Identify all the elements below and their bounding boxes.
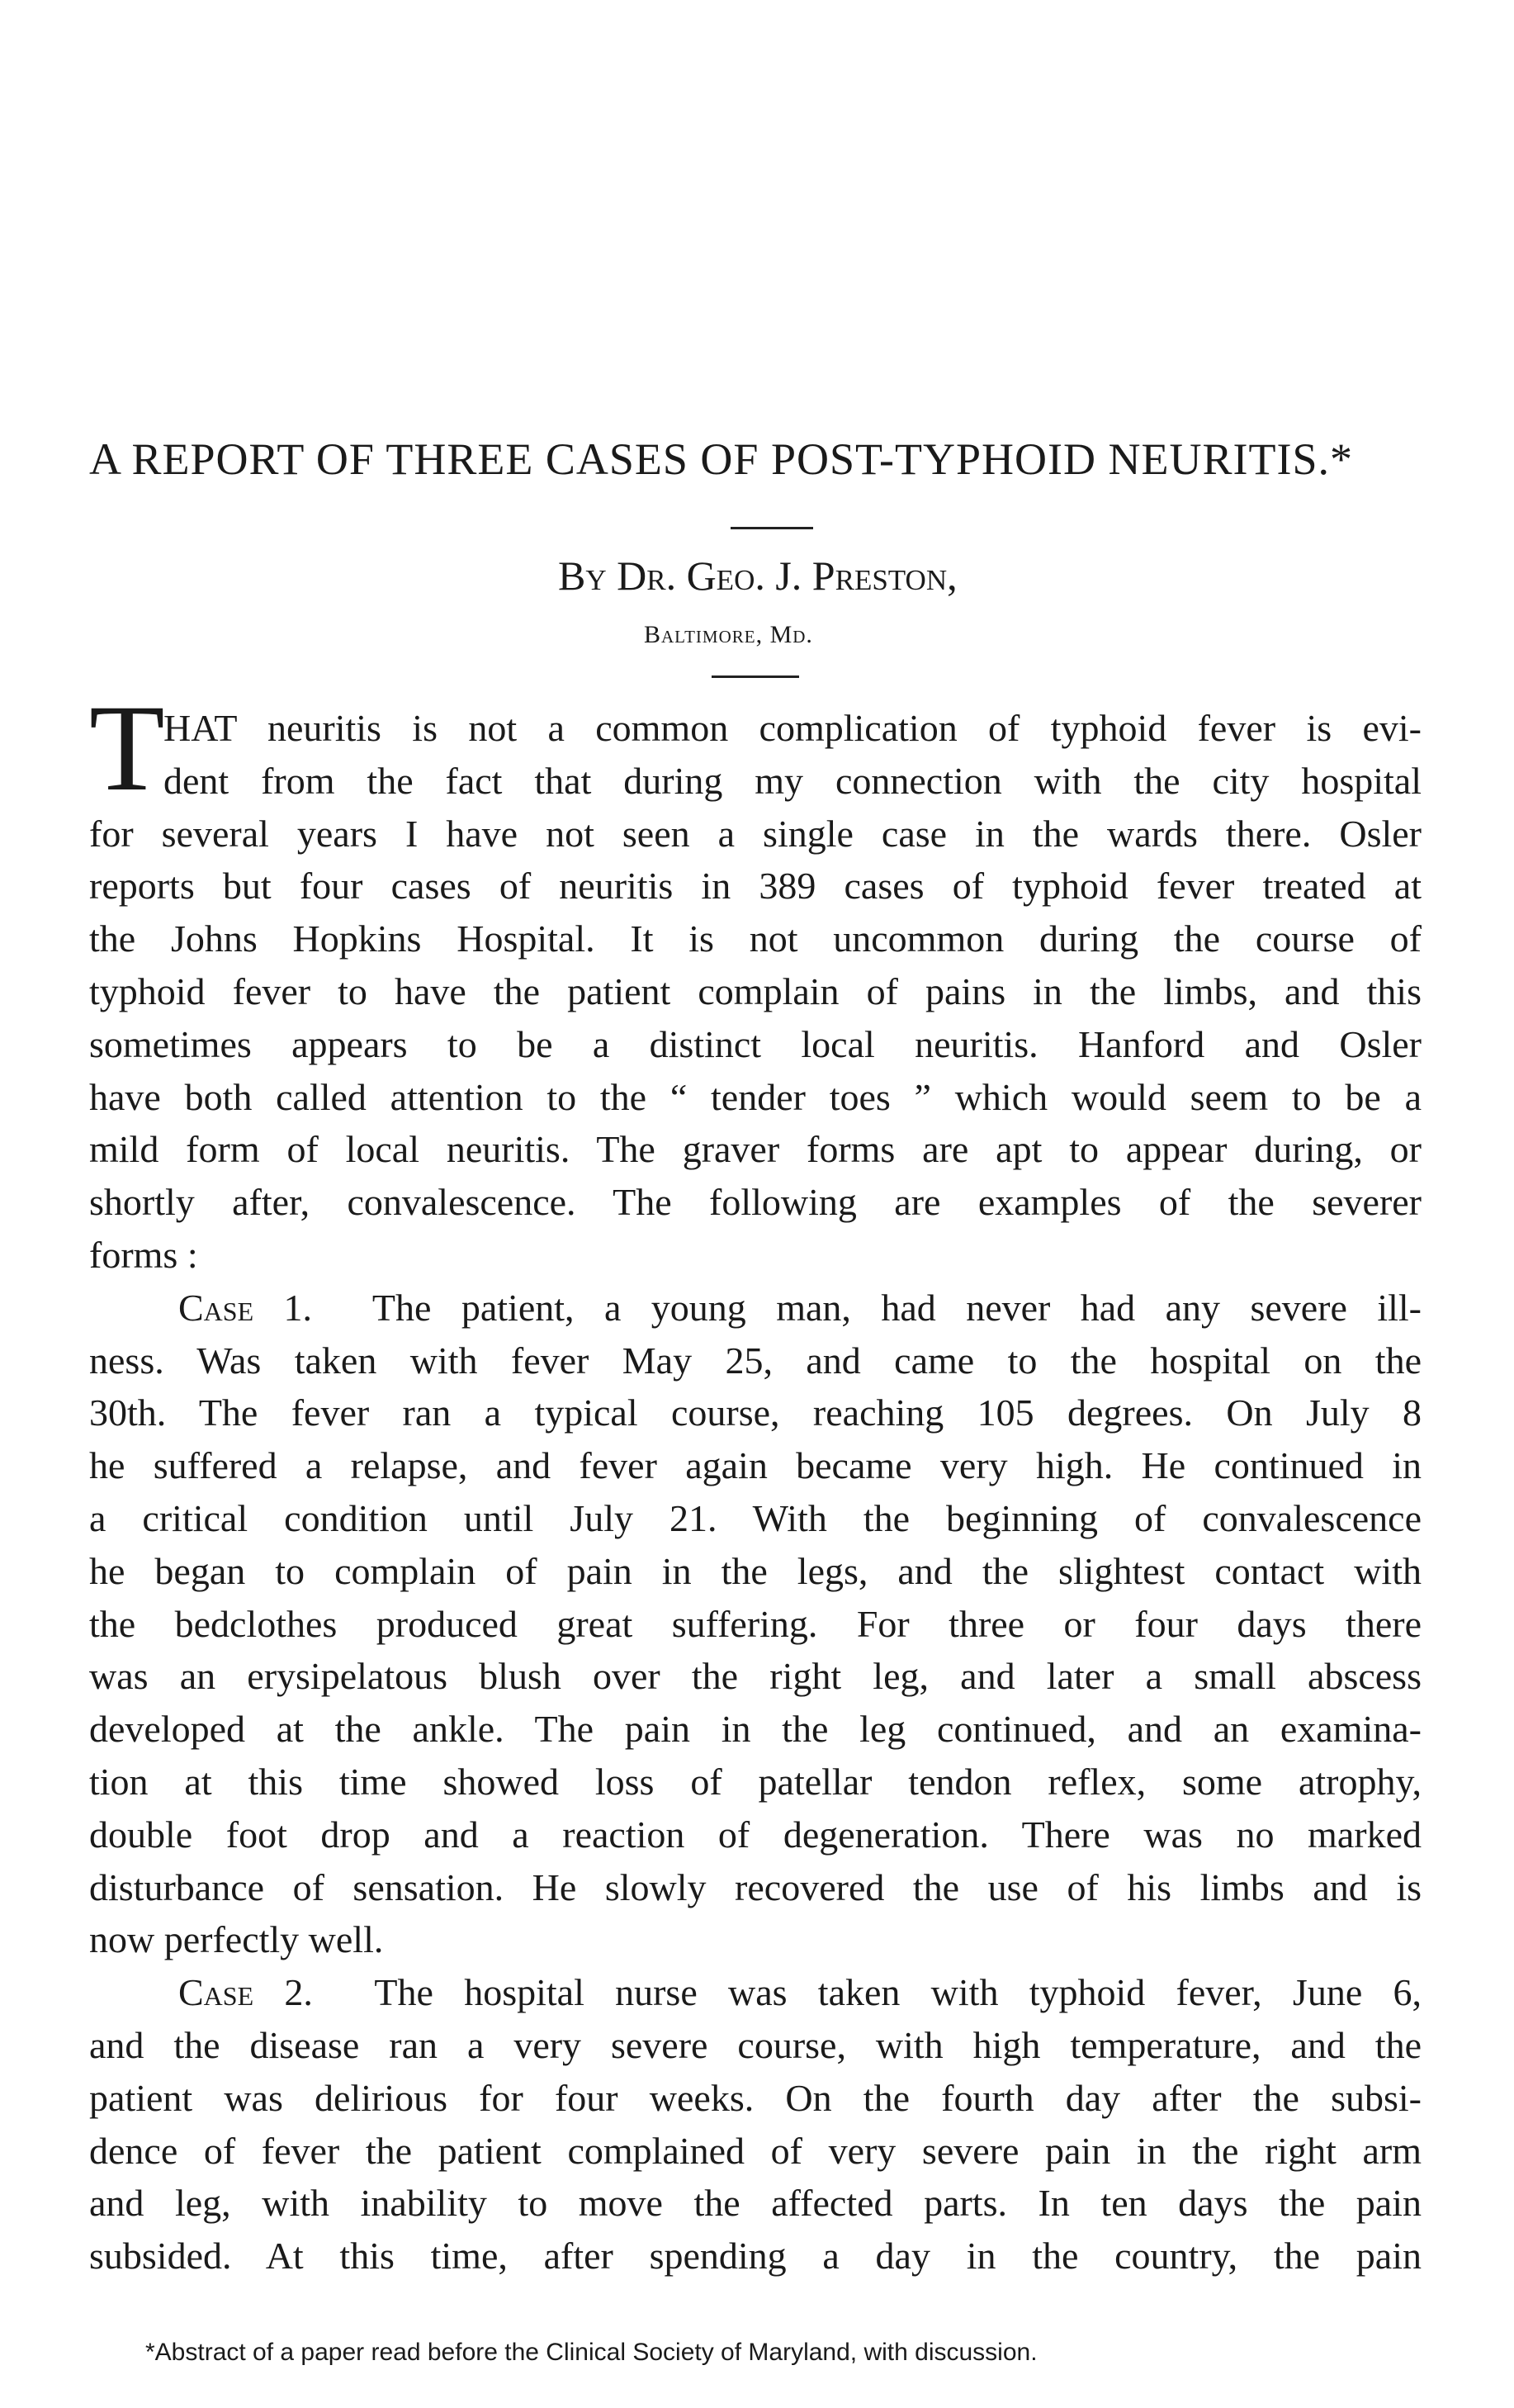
case-2-first-text: The hospital nurse was taken with typhoid fever, June 6, (374, 1971, 1422, 2014)
text-line: shortly after, convalescence. The following are examples of the severer (89, 1181, 1422, 1224)
text-line: a critical condition until July 21. With the beginning of convalescence (89, 1496, 1422, 1539)
author-affiliation: Baltimore, Md. (644, 621, 813, 648)
text-line: have both called attention to the “ tender toes ” which would seem to be a (89, 1075, 1422, 1118)
text-line: typhoid fever to have the patient complain of pains in the limbs, and this (89, 969, 1422, 1012)
article-title: A REPORT OF THREE CASES OF POST-TYPHOID NEURITIS.* (89, 434, 1353, 484)
text-line: tion at this time showed loss of patellar tendon reflex, some atrophy, (89, 1760, 1422, 1803)
article-body (89, 702, 1422, 2282)
text-line: now perfectly well. (89, 1918, 384, 1961)
text-line: disturbance of sensation. He slowly recovered the use of his limbs and is (89, 1865, 1422, 1908)
case-1-first-text: The patient, a young man, had never had any severe ill- (371, 1286, 1422, 1329)
footnote: *Abstract of a paper read before the Clinical Society of Maryland, with discussion. (145, 2339, 1038, 2366)
text-line: ness. Was taken with fever May 25, and came to the hospital on the (89, 1339, 1422, 1382)
text-line: the Johns Hopkins Hospital. It is not uncommon during the course of (89, 917, 1422, 960)
text-line: and leg, with inability to move the affected parts. In ten days the pain (89, 2182, 1422, 2225)
case-2-label: Case 2. (178, 1971, 313, 2014)
text-line: dent from the fact that during my connection with the city hospital (163, 759, 1422, 802)
text-line: mild form of local neuritis. The graver forms are apt to appear during, or (89, 1128, 1422, 1171)
text-line: double foot drop and a reaction of degeneration. There was no marked (89, 1813, 1422, 1856)
title-divider (731, 527, 813, 529)
case-2-first-line (89, 1966, 1422, 2019)
case-2-paragraph (89, 1966, 1422, 2282)
text-line: 30th. The fever ran a typical course, reaching 105 degrees. On July 8 (89, 1391, 1422, 1434)
text-line: patient was delirious for four weeks. On the fourth day after the subsi- (89, 2076, 1422, 2119)
byline-divider (712, 675, 799, 678)
text-line: HAT neuritis is not a common complication of typhoid fever is evi- (163, 707, 1422, 749)
text-line: dence of fever the patient complained of very severe pain in the right arm (89, 2129, 1422, 2172)
text-line: subsided. At this time, after spending a day in the country, the pain (89, 2235, 1422, 2278)
drop-cap: T (89, 680, 165, 817)
text-line: was an erysipelatous blush over the right leg, and later a small abscess (89, 1655, 1422, 1698)
text-line: developed at the ankle. The pain in the leg continued, and an examina- (89, 1708, 1422, 1751)
text-line: and the disease ran a very severe course, with high temperature, and the (89, 2023, 1422, 2066)
case-1-label: Case 1. (178, 1286, 313, 1329)
text-line: the bedclothes produced great suffering. For three or four days there (89, 1602, 1422, 1645)
text-line: he suffered a relapse, and fever again became very high. He continued in (89, 1444, 1422, 1487)
intro-paragraph (89, 702, 1422, 1282)
text-line: for several years I have not seen a single case in the wards there. Osler (89, 812, 1422, 855)
text-line: reports but four cases of neuritis in 389 cases of typhoid fever treated at (89, 865, 1422, 908)
text-line: he began to complain of pain in the legs, and the slightest contact with (89, 1549, 1422, 1592)
case-1-first-line (89, 1282, 1422, 1334)
text-line: sometimes appears to be a distinct local neuritis. Hanford and Osler (89, 1022, 1422, 1065)
text-line: forms : (89, 1233, 198, 1276)
case-1-paragraph (89, 1282, 1422, 1966)
author-byline: By Dr. Geo. J. Preston, (558, 552, 958, 599)
